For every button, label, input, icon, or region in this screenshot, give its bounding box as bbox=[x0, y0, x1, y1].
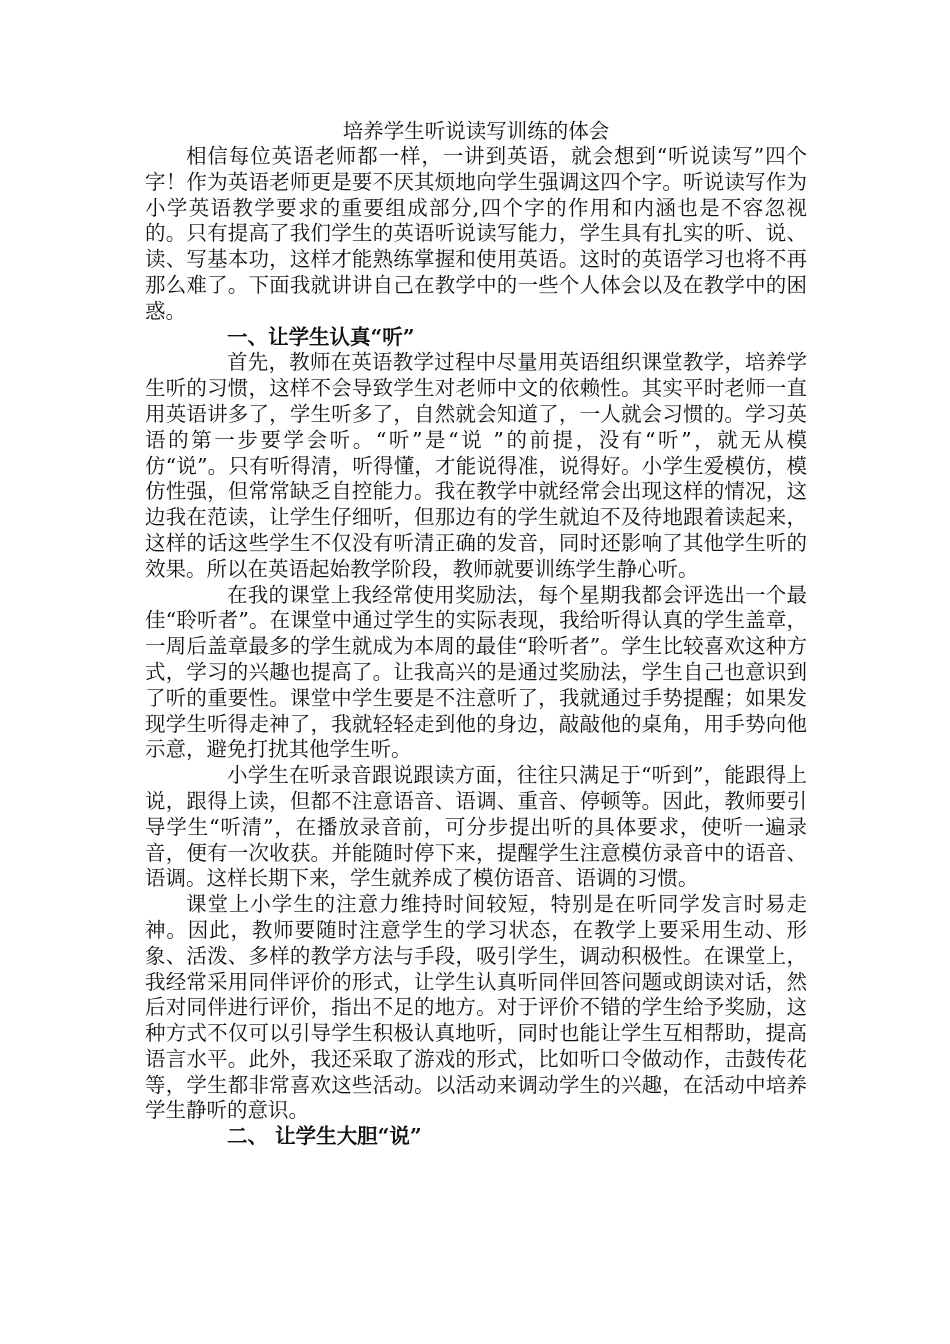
section-1-paragraph-4: 课堂上小学生的注意力维持时间较短，特别是在听同学发言时易走神。因此，教师要随时注意学生的学习状态，在教学上要采用生动、形象、活泼、多样的教学方法与手段，吸引学生，调动积极性。在课堂上，我经常采用同伴评价的形式，让学生认真听同伴回答问题或朗读对话，然后对同伴进行评价，指出不足的地方。对于评价不错的学生给予奖励，这种方式不仅可以引导学生积极认真地听，同时也能让学生互相帮助，提高语言水平。此外，我还采取了游戏的形式，比如听口令做动作，击鼓传花等，学生都非常喜欢这些活动。以活动来调动学生的兴趣，在活动中培养学生静听的意识。 bbox=[145, 892, 807, 1123]
section-1-paragraph-2: 在我的课堂上我经常使用奖励法，每个星期我都会评选出一个最佳“聆听者”。在课堂中通过学生的实际表现，我给听得认真的学生盖章，一周后盖章最多的学生就成为本周的最佳“聆听者”。学生比较喜欢这种方式，学习的兴趣也提高了。让我高兴的是通过奖励法，学生自己也意识到了听的重要性。课堂中学生要是不注意听了，我就通过手势提醒；如果发现学生听得走神了，我就轻轻走到他的身边，敲敲他的桌角，用手势向他示意，避免打扰其他学生听。 bbox=[145, 582, 807, 762]
section-1-paragraph-3: 小学生在听录音跟说跟读方面，往往只满足于“听到”，能跟得上说，跟得上读，但都不注意语音、语调、重音、停顿等。因此，教师要引导学生“听清”，在播放录音前，可分步提出听的具体要求，使听一遍录音，便有一次收获。并能随时停下来，提醒学生注意模仿录音中的语音、语调。这样长期下来，学生就养成了模仿语音、语调的习惯。 bbox=[145, 763, 807, 891]
intro-paragraph: 相信每位英语老师都一样，一讲到英语，就会想到“听说读写”四个字！作为英语老师更是要不厌其烦地向学生强调这四个字。听说读写作为小学英语教学要求的重要组成部分,四个字的作用和内涵也是不容忽视的。只有提高了我们学生的英语听说读写能力，学生具有扎实的听、说、读、写基本功，这样才能熟练掌握和使用英语。这时的英语学习也将不再那么难了。下面我就讲讲自己在教学中的一些个人体会以及在教学中的困惑。 bbox=[145, 144, 807, 323]
section-1-heading: 一、让学生认真“听” bbox=[227, 324, 415, 349]
section-1-paragraph-1: 首先，教师在英语教学过程中尽量用英语组织课堂教学，培养学生听的习惯，这样不会导致学生对老师中文的依赖性。其实平时老师一直用英语讲多了，学生听多了，自然就会知道了，一人就会习惯的。学习英语的第一步要学会听。“听”是“说 ”的前提，没有“听”，就无从模仿“说”。只有听得清，听得懂，才能说得准，说得好。小学生爱模仿，模仿性强，但常常缺乏自控能力。我在教学中就经常会出现这样的情况，这边我在范读，让学生仔细听，但那边有的学生就迫不及待地跟着读起来，这样的话这些学生不仅没有听清正确的发音，同时还影响了其他学生听的效果。所以在英语起始教学阶段，教师就要训练学生静心听。 bbox=[145, 350, 807, 581]
document-title: 培养学生听说读写训练的体会 bbox=[342, 119, 610, 143]
document-page bbox=[145, 118, 807, 1150]
section-2-heading: 二、 让学生大胆“说” bbox=[227, 1124, 422, 1149]
